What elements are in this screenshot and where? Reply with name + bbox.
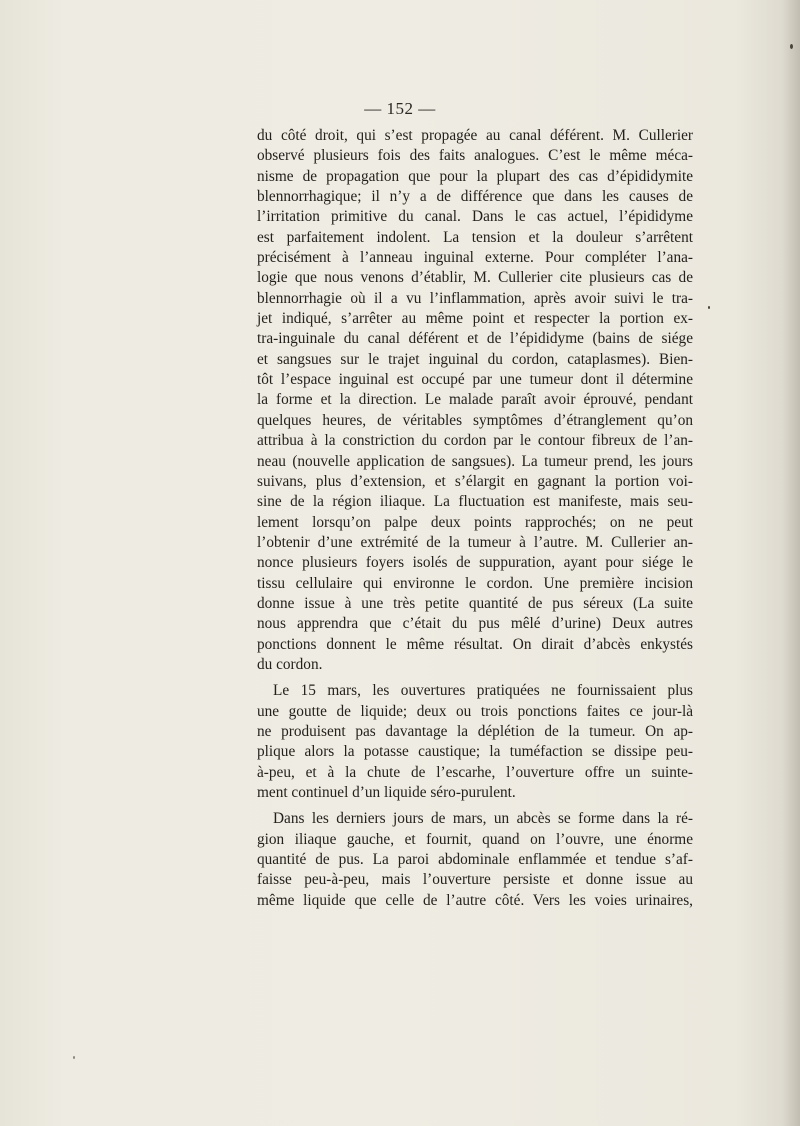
text-line: et sangsues sur le trajet inguinal du cordon, cataplasmes). Bien- (257, 350, 693, 368)
text-line: blennorrhagie où il a vu l’inflammation, après avoir suivi le tra- (257, 289, 693, 307)
text-line: plique alors la potasse caustique; la tuméfaction se dissipe peu- (257, 743, 693, 761)
text-line: l’obtenir d’une extrémité de la tumeur à l’autre. M. Cullerier an- (257, 533, 693, 551)
text-line: Le 15 mars, les ouvertures pratiquées ne fournissaient plus (273, 682, 693, 700)
paragraph (257, 126, 693, 675)
text-line: lement lorsqu’on palpe deux points rapprochés; on ne peut (257, 513, 693, 531)
text-line: nonce plusieurs foyers isolés de suppuration, ayant pour siége le (257, 554, 693, 572)
text-line: ne produisent pas davantage la déplétion de la tumeur. On ap- (257, 722, 693, 740)
page-edge-shadow (782, 0, 800, 1126)
page-number: — 152 — (364, 99, 436, 118)
text-line: nous apprendra que c’était du pus mêlé d’urine) Deux autres (257, 615, 693, 633)
body-text (257, 126, 693, 911)
text-line: du cordon. (257, 655, 323, 673)
paper-speck (708, 306, 710, 309)
text-line: Dans les derniers jours de mars, un abcès se forme dans la ré- (273, 810, 693, 828)
text-line: tôt l’espace inguinal est occupé par une tumeur dont il détermine (257, 371, 693, 389)
paragraphs (257, 126, 693, 911)
paper-speck (790, 44, 793, 49)
text-line: l’irritation primitive du canal. Dans le cas actuel, l’épididyme (257, 208, 693, 226)
paragraph (257, 681, 693, 803)
text-line: observé plusieurs fois des faits analogues. C’est le même méca- (257, 147, 693, 165)
text-line: quelques heures, de véritables symptômes d’étranglement qu’on (257, 411, 693, 429)
paper-speck (73, 1056, 75, 1059)
text-line: logie que nous venons d’établir, M. Cullerier cite plusieurs cas de (257, 269, 693, 287)
text-line: jet indiqué, s’arrêter au même point et respecter la portion ex- (257, 310, 693, 328)
text-line: tissu cellulaire qui environne le cordon. Une première incision (257, 574, 693, 592)
text-line: la forme et la direction. Le malade paraît avoir éprouvé, pendant (257, 391, 693, 409)
text-line: une goutte de liquide; deux ou trois ponctions faites ce jour-là (257, 702, 693, 720)
text-line: blennorrhagique; il n’y a de différence que dans les causes de (257, 188, 693, 206)
text-line: nisme de propagation que pour la plupart des cas d’épididymite (257, 167, 693, 185)
text-line: tra-inguinale du canal déférent et de l’épididyme (bains de siége (257, 330, 693, 348)
text-line: précisément à l’anneau inguinal externe. Pour compléter l’ana- (257, 249, 693, 267)
text-line: gion iliaque gauche, et fournit, quand on l’ouvre, une énorme (257, 830, 693, 848)
text-line: sine de la région iliaque. La fluctuation est manifeste, mais seu- (257, 493, 693, 511)
text-line: attribua à la constriction du cordon par le contour fibreux de l’an- (257, 432, 693, 450)
text-line: ment continuel d’un liquide séro-purulent. (257, 784, 516, 801)
text-line: ponctions donnent le même résultat. On dirait d’abcès enkystés (257, 635, 693, 653)
text-line: à-peu, et à la chute de l’escarhe, l’ouverture offre un suinte- (257, 763, 693, 781)
paragraph (257, 809, 693, 911)
text-line: est parfaitement indolent. La tension et la douleur s’arrêtent (257, 228, 693, 246)
text-line: suivans, plus d’extension, et s’élargit en gagnant la portion voi- (257, 472, 693, 490)
text-line: quantité de pus. La paroi abdominale enflammée et tendue s’af- (257, 851, 693, 869)
text-line: donne issue à une très petite quantité de pus séreux (La suite (257, 594, 693, 612)
text-line: même liquide que celle de l’autre côté. Vers les voies urinaires, (257, 891, 693, 909)
text-line: neau (nouvelle application de sangsues). La tumeur prend, les jours (257, 452, 693, 470)
text-line: du côté droit, qui s’est propagée au canal déférent. M. Cullerier (257, 127, 693, 144)
text-line: faisse peu-à-peu, mais l’ouverture persiste et donne issue au (257, 871, 693, 889)
